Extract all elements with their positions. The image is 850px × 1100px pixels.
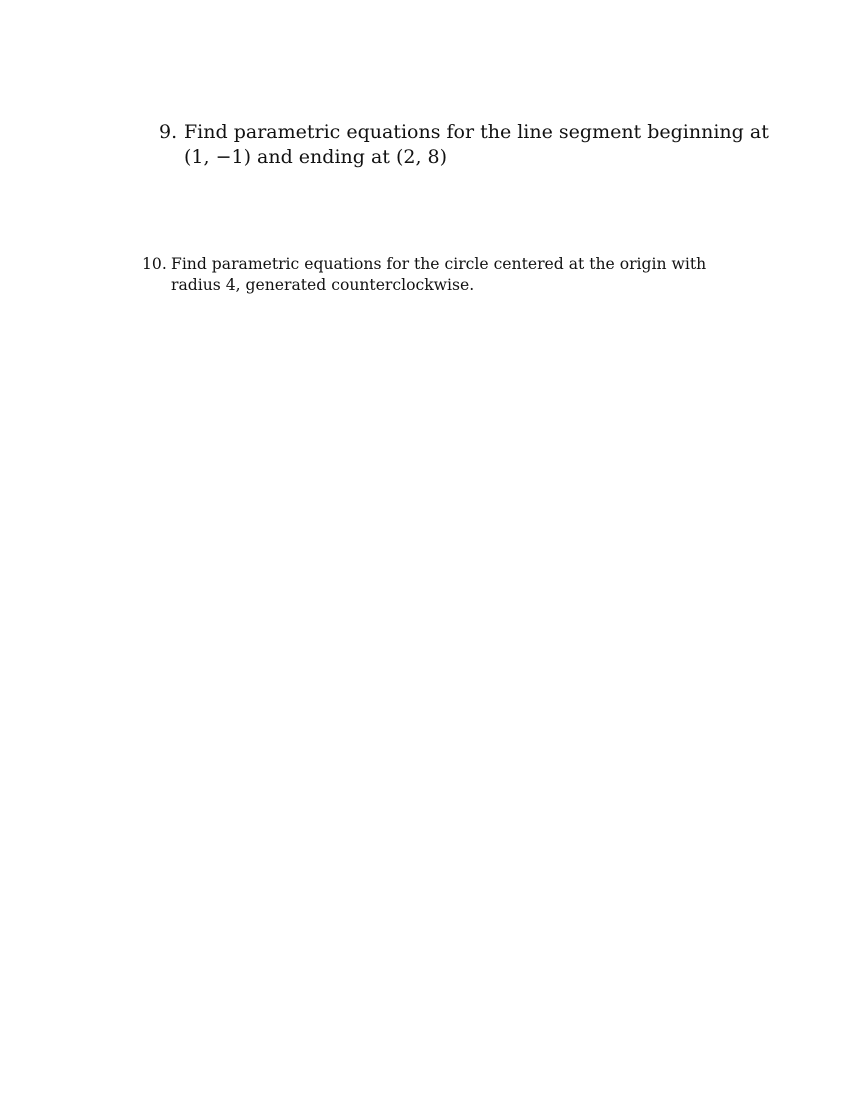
problem-text-line: Find parametric equations for the circle centered at the origin with — [171, 255, 707, 273]
problem-text — [171, 254, 706, 296]
problem-text — [184, 120, 769, 170]
problem-number: 10. — [142, 255, 167, 273]
problem-10 — [142, 254, 707, 296]
problem-text-line: Find parametric equations for the line segment beginning at — [184, 121, 769, 143]
problem-text-line: radius 4, generated counterclockwise. — [171, 276, 475, 294]
problem-9 — [159, 120, 769, 170]
problem-number: 9. — [159, 121, 178, 143]
problem-text-line: (1, −1) and ending at (2, 8) — [184, 146, 448, 168]
